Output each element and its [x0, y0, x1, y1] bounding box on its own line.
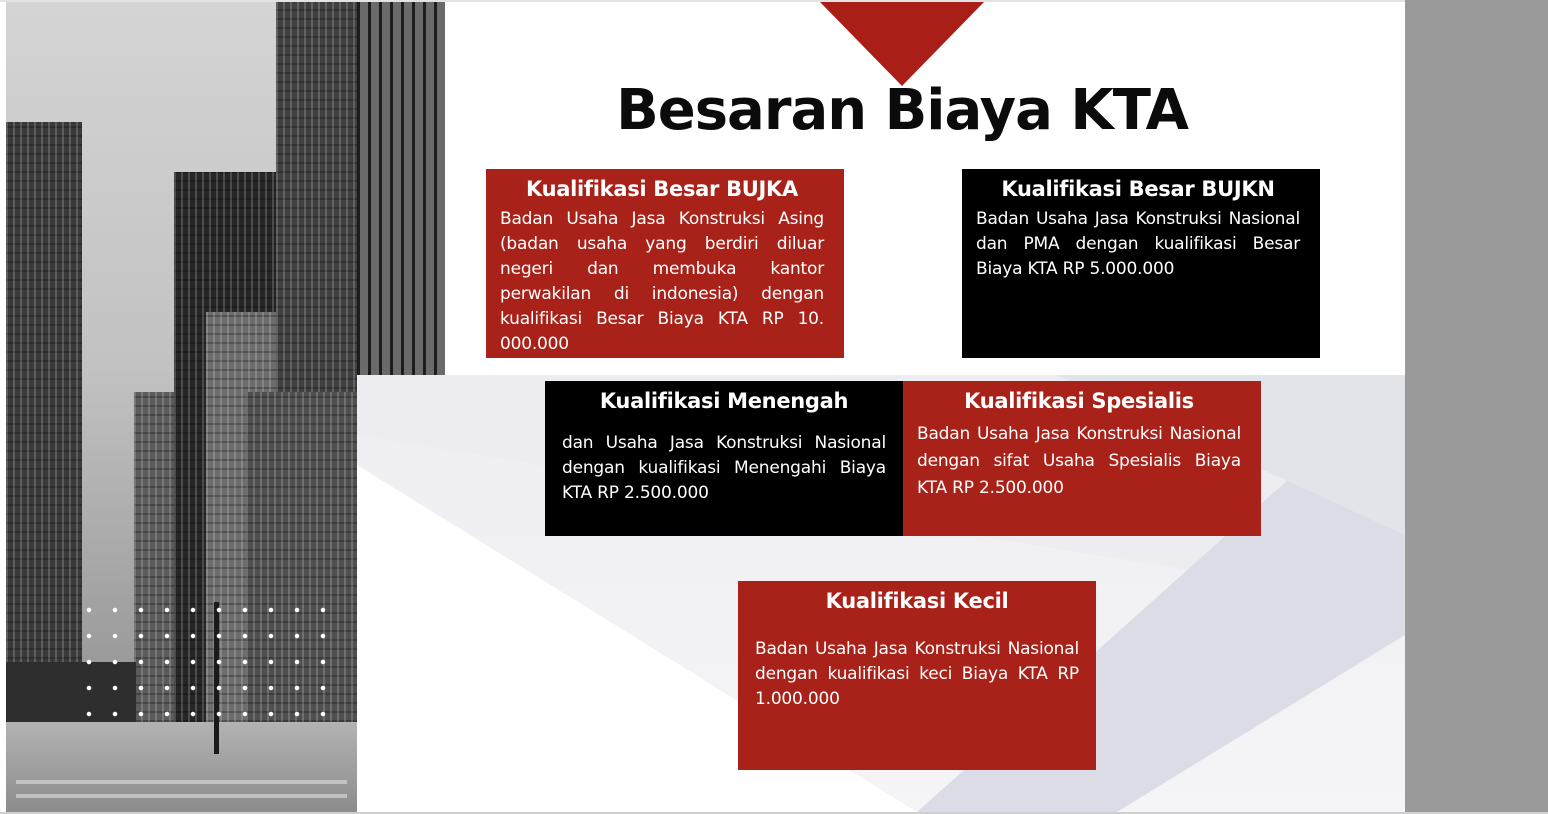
card-heading: Kualifikasi Besar BUJKN: [1001, 177, 1275, 201]
card-heading: Kualifikasi Spesialis: [964, 389, 1194, 413]
card-besar-bujka: [486, 169, 844, 358]
card-heading: Kualifikasi Kecil: [825, 589, 1009, 613]
dot-pattern: [76, 597, 336, 737]
card-kecil: [738, 581, 1096, 770]
card-heading: Kualifikasi Menengah: [599, 389, 849, 413]
right-gray-panel: [1405, 0, 1548, 814]
card-text: Badan Usaha Jasa Konstruksi Nasional dan PMA dengan kualifikasi Besar Biaya KTA RP 5.000.000: [976, 209, 1300, 279]
card-text: Badan Usaha Jasa Konstruksi Asing (badan usaha yang berdiri diluar negeri dan membuka kantor perwakilan di indonesia) dengan kualifikasi Besar Biaya KTA RP 10. 000.000: [500, 209, 824, 354]
background-tower: [357, 2, 445, 375]
card-text: dan Usaha Jasa Konstruksi Nasional dengan kualifikasi Menengahi Biaya KTA RP 2.500.000: [562, 433, 886, 503]
city-buildings-photo: [6, 2, 357, 812]
card-spesialis: [903, 381, 1261, 536]
card-besar-bujkn: [962, 169, 1320, 358]
card-text: Badan Usaha Jasa Konstruksi Nasional dengan kualifikasi keci Biaya KTA RP 1.000.000: [755, 639, 1079, 709]
slide-title: Besaran Biaya KTA: [616, 78, 1188, 143]
card-menengah: [545, 381, 903, 536]
card-text: Badan Usaha Jasa Konstruksi Nasional dengan sifat Usaha Spesialis Biaya KTA RP 2.500.000: [917, 424, 1241, 498]
red-triangle-decoration: [820, 2, 984, 86]
card-heading: Kualifikasi Besar BUJKA: [526, 177, 798, 201]
